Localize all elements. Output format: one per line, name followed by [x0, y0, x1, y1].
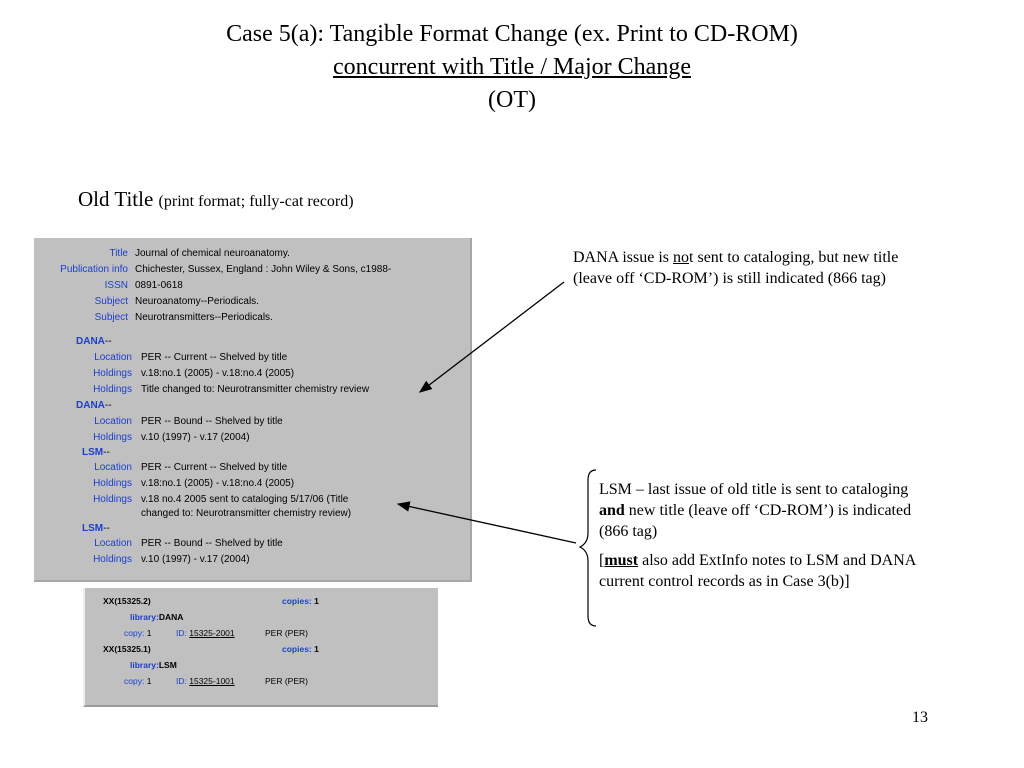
- callout-dana-note: DANA issue is not sent to cataloging, but new title (leave off ‘CD-ROM’) is still indicated (866 tag): [573, 249, 899, 287]
- page-number: 13: [912, 709, 928, 726]
- title-line-3: (OT): [488, 87, 536, 113]
- section-heading-sub: (print format; fully-cat record): [158, 193, 354, 210]
- item-location: PER (PER): [265, 628, 308, 638]
- item-library: library:DANA: [130, 612, 184, 622]
- holdings-holdings: Holdings v.10 (1997) - v.17 (2004): [93, 554, 250, 565]
- item-code[interactable]: XX(15325.1): [103, 644, 151, 654]
- callout-lsm-paragraph: LSM – last issue of old title is sent to cataloging and new title (leave off ‘CD-ROM’) is indicated (866 tag): [599, 481, 912, 540]
- holdings-holdings: Holdings v.18 no.4 2005 sent to cataloging 5/17/06 (Title: [93, 494, 349, 505]
- record-field-subject: Subject Neuroanatomy--Periodicals.: [94, 296, 259, 307]
- curly-brace-icon: [580, 470, 596, 626]
- holdings-holdings: Holdings v.10 (1997) - v.17 (2004): [93, 432, 250, 443]
- holdings-location: Location PER -- Current -- Shelved by title: [94, 462, 288, 473]
- title-line-1: Case 5(a): Tangible Format Change (ex. Print to CD-ROM): [226, 21, 798, 47]
- holdings-library-lsm[interactable]: LSM--: [82, 447, 110, 458]
- record-field-publication: Publication info Chichester, Sussex, England : John Wiley & Sons, c1988-: [60, 264, 392, 275]
- item-copies: copies: 1: [282, 596, 319, 606]
- holdings-holdings: Holdings v.18:no.1 (2005) - v.18:no.4 (2005): [93, 368, 295, 379]
- holdings-location: Location PER -- Bound -- Shelved by title: [94, 416, 283, 427]
- arrow-to-lsm-holdings: [398, 504, 576, 543]
- item-location: PER (PER): [265, 676, 308, 686]
- holdings-location: Location PER -- Bound -- Shelved by title: [94, 538, 283, 549]
- section-heading-main: Old Title: [78, 187, 154, 211]
- record-field-issn: ISSN 0891-0618: [104, 280, 183, 291]
- item-code[interactable]: XX(15325.2): [103, 596, 151, 606]
- record-field-title: Title Journal of chemical neuroanatomy.: [109, 248, 290, 259]
- title-line-2: concurrent with Title / Major Change: [333, 54, 691, 80]
- item-copy: copy: 1: [124, 676, 152, 686]
- holdings-library-lsm[interactable]: LSM--: [82, 523, 110, 534]
- holdings-holdings: Holdings v.18:no.1 (2005) - v.18:no.4 (2005): [93, 478, 295, 489]
- holdings-holdings: Holdings Title changed to: Neurotransmitter chemistry review: [93, 384, 370, 395]
- callout-lsm-must-paragraph: [must also add ExtInfo notes to LSM and DANA current control records as in Case 3(b)]: [599, 552, 916, 590]
- holdings-library-dana[interactable]: DANA--: [76, 336, 112, 347]
- record-field-subject: Subject Neurotransmitters--Periodicals.: [94, 312, 273, 323]
- item-copy: copy: 1: [124, 628, 152, 638]
- holdings-holdings-continued: changed to: Neurotransmitter chemistry review): [141, 508, 352, 519]
- item-copies: copies: 1: [282, 644, 319, 654]
- item-id[interactable]: ID: 15325-2001: [176, 628, 235, 638]
- holdings-library-dana[interactable]: DANA--: [76, 400, 112, 411]
- holdings-location: Location PER -- Current -- Shelved by title: [94, 352, 288, 363]
- item-library: library:LSM: [130, 660, 177, 670]
- item-id[interactable]: ID: 15325-1001: [176, 676, 235, 686]
- arrow-to-dana-holdings: [420, 282, 564, 392]
